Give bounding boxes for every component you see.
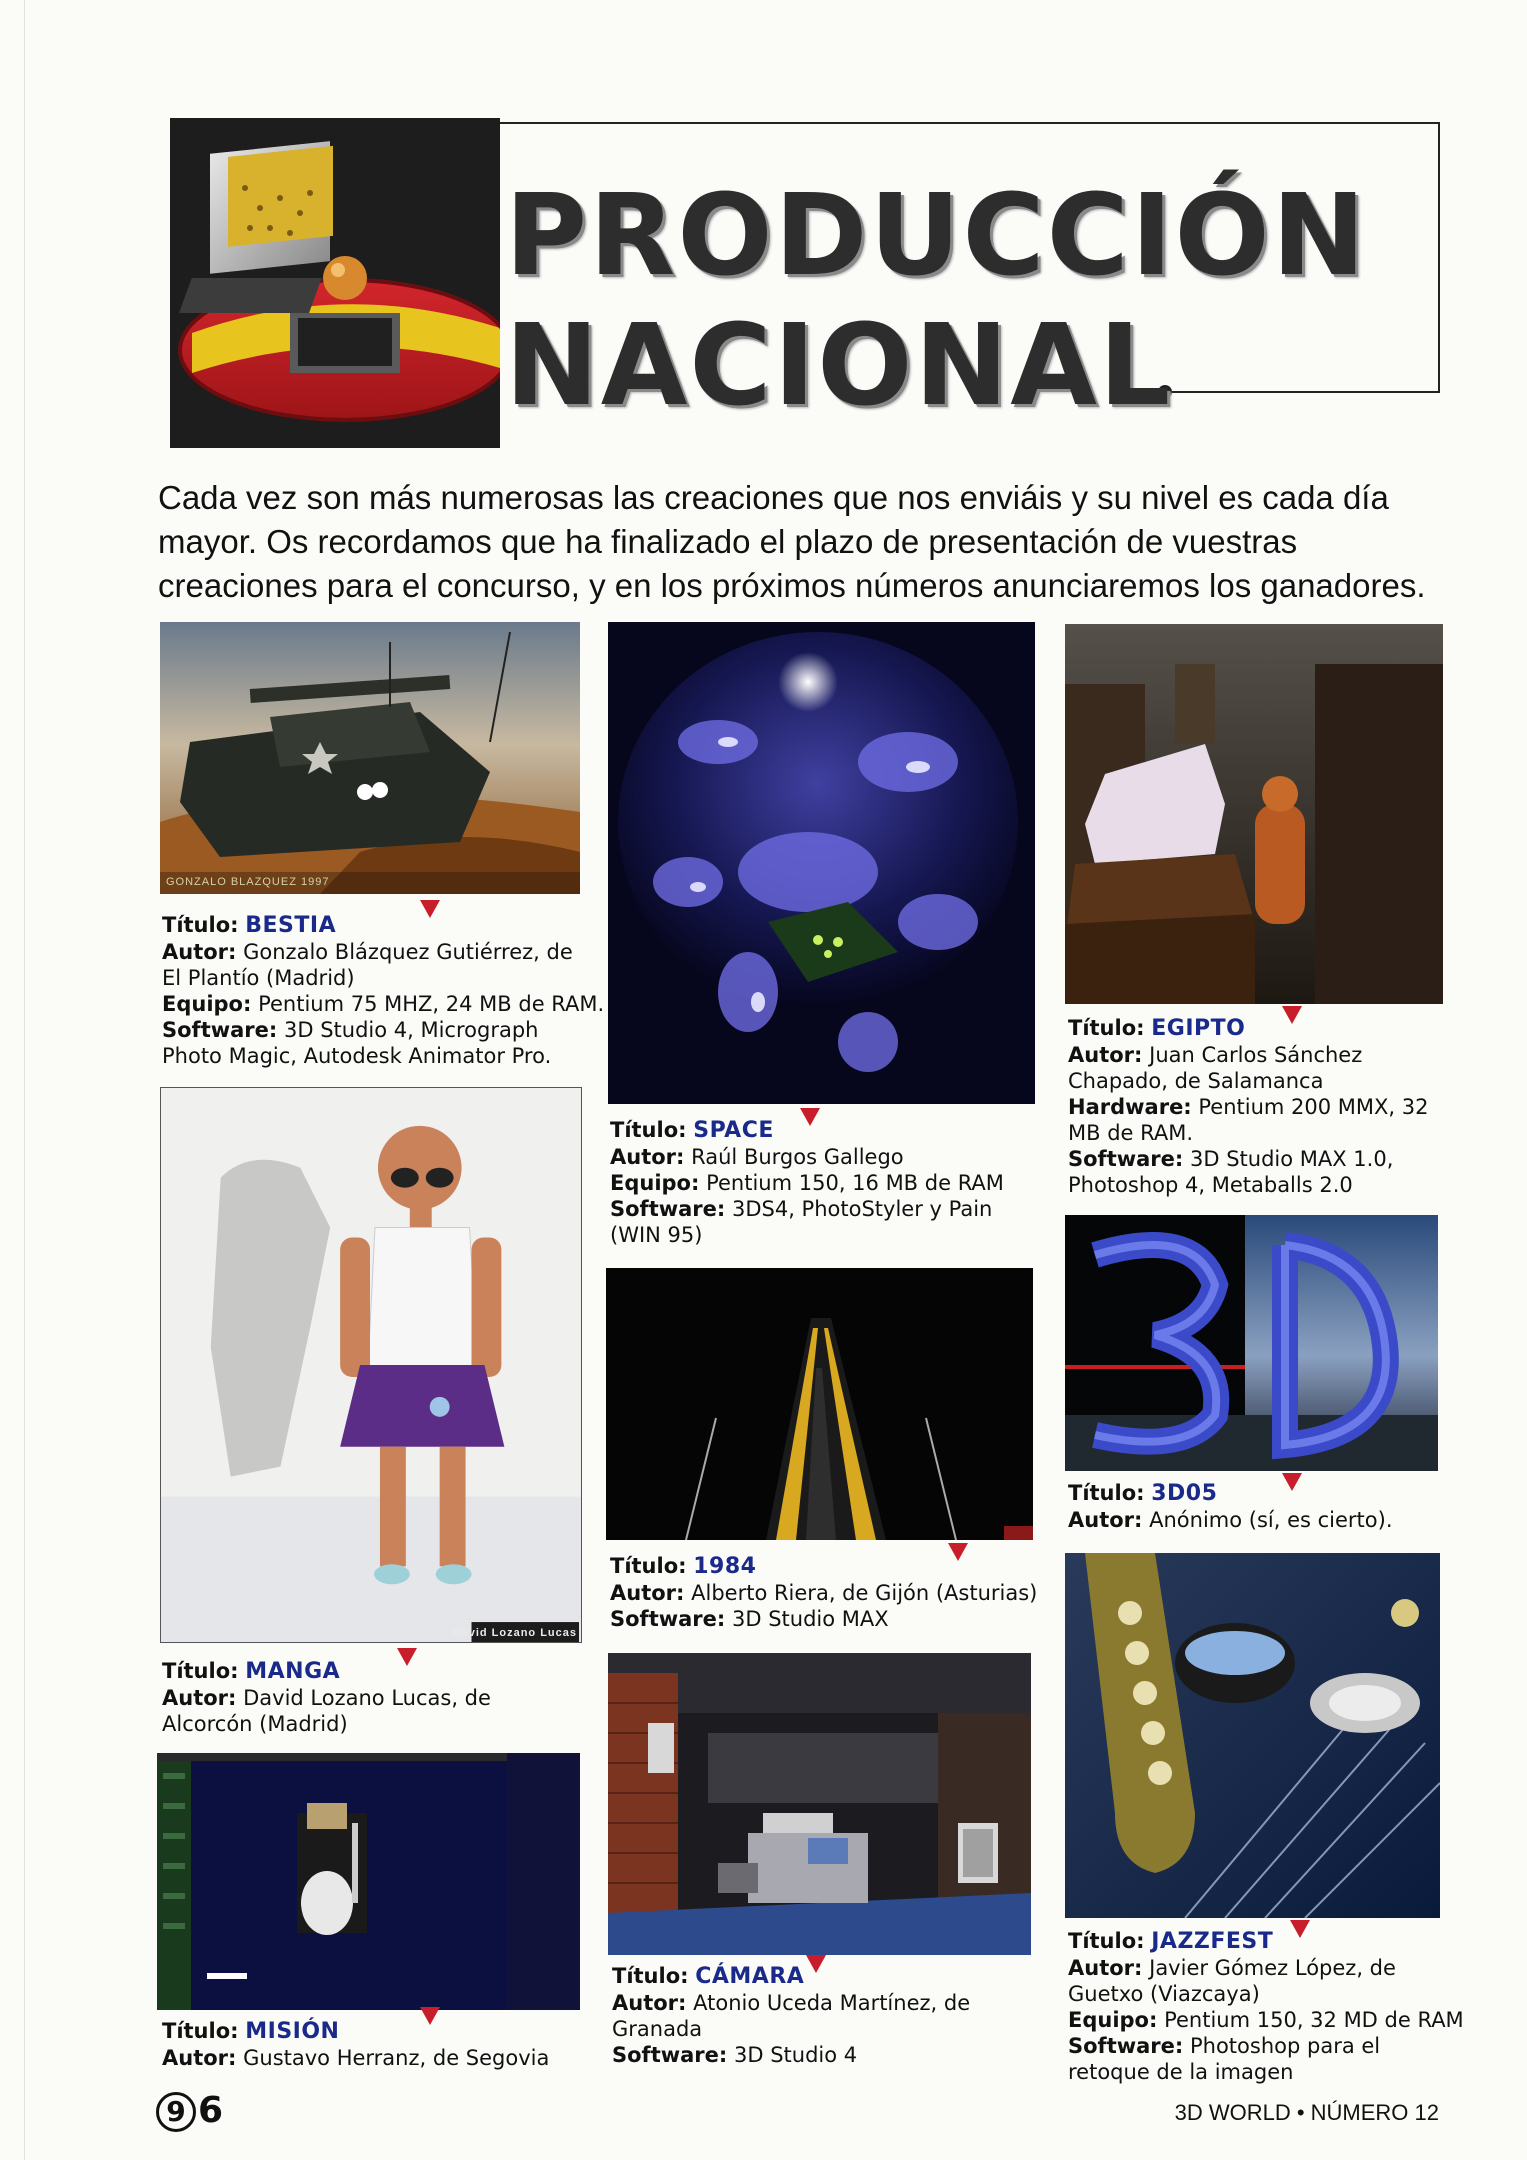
bestia-title: BESTIA bbox=[245, 913, 337, 938]
space-equipment: Pentium 150, 16 MB de RAM bbox=[706, 1171, 1004, 1195]
label: Autor: bbox=[162, 2046, 237, 2070]
bestia-equipment: Pentium 75 MHZ, 24 MB de RAM. bbox=[258, 992, 605, 1016]
intro-paragraph: Cada vez son más numerosas las creaciones que nos enviáis y su nivel es cada día mayor. Os recordamos que ha finalizado el plazo de presentación de vuestras creaciones para el concurso, y en los próximos números anunciaremos los ganadores. bbox=[158, 479, 1426, 604]
label: Autor: bbox=[1068, 1956, 1143, 1980]
label: Equipo: bbox=[162, 992, 252, 1016]
label: Software: bbox=[1068, 2034, 1184, 2058]
e1984-title: 1984 bbox=[693, 1554, 757, 1579]
bestia-author: Gonzalo Blázquez Gutiérrez, de El Plantío (Madrid) bbox=[162, 940, 573, 990]
label: Software: bbox=[1068, 1147, 1184, 1171]
e1984-author: Alberto Riera, de Gijón (Asturias) bbox=[691, 1581, 1038, 1605]
egipto-caption bbox=[1068, 1015, 1448, 1198]
label: Título: bbox=[162, 1659, 239, 1683]
bestia-credit: GONZALO BLAZQUEZ 1997 bbox=[166, 876, 330, 888]
camara-caption bbox=[612, 1963, 1042, 2068]
label: Título: bbox=[162, 2019, 239, 2043]
page-margin-line bbox=[24, 0, 25, 2160]
header-bullet-line bbox=[1170, 391, 1440, 393]
label: Autor: bbox=[162, 1686, 237, 1710]
mision-image bbox=[157, 1753, 580, 2010]
egipto-image bbox=[1065, 624, 1443, 1004]
egipto-title: EGIPTO bbox=[1151, 1016, 1246, 1041]
e1984-software: 3D Studio MAX bbox=[731, 1607, 889, 1631]
e3d05-author: Anónimo (sí, es cierto). bbox=[1149, 1508, 1393, 1532]
header-monitor-illustration bbox=[170, 118, 500, 448]
page-number-digit: 6 bbox=[198, 2090, 224, 2131]
label: Autor: bbox=[610, 1581, 685, 1605]
space-author: Raúl Burgos Gallego bbox=[691, 1145, 904, 1169]
page-number bbox=[156, 2090, 223, 2132]
egipto-author: Juan Carlos Sánchez Chapado, de Salamanca bbox=[1068, 1043, 1363, 1093]
e3d05-image bbox=[1065, 1215, 1438, 1471]
label: Equipo: bbox=[1068, 2008, 1158, 2032]
label: Autor: bbox=[162, 940, 237, 964]
label: Software: bbox=[162, 1018, 278, 1042]
label: Autor: bbox=[610, 1145, 685, 1169]
jazzfest-title: JAZZFEST bbox=[1151, 1929, 1274, 1954]
mision-caption bbox=[162, 2018, 582, 2071]
label: Título: bbox=[1068, 1016, 1145, 1040]
label: Título: bbox=[610, 1118, 687, 1142]
space-image bbox=[608, 622, 1035, 1104]
header-title-line2: NACIONAL bbox=[505, 301, 1173, 431]
camara-author: Atonio Uceda Martínez, de Granada bbox=[612, 1991, 971, 2041]
e3d05-title: 3D05 bbox=[1151, 1481, 1218, 1506]
label: Título: bbox=[162, 913, 239, 937]
header-frame-right bbox=[1438, 122, 1440, 393]
jazzfest-author: Javier Gómez López, de Guetxo (Viazcaya) bbox=[1068, 1956, 1396, 2006]
space-title: SPACE bbox=[693, 1118, 774, 1143]
bestia-image bbox=[160, 622, 580, 894]
manga-author: David Lozano Lucas, de Alcorcón (Madrid) bbox=[162, 1686, 491, 1736]
manga-title: MANGA bbox=[245, 1659, 341, 1684]
jazzfest-image bbox=[1065, 1553, 1440, 1918]
camara-image bbox=[608, 1653, 1031, 1955]
page-number-digit-circled: 9 bbox=[156, 2092, 196, 2132]
label: Hardware: bbox=[1068, 1095, 1192, 1119]
label: Autor: bbox=[1068, 1508, 1143, 1532]
bestia-caption bbox=[162, 912, 605, 1069]
mision-author: Gustavo Herranz, de Segovia bbox=[243, 2046, 550, 2070]
label: Autor: bbox=[612, 1991, 687, 2015]
label: Software: bbox=[610, 1607, 726, 1631]
header-title-line1: PRODUCCIÓN bbox=[505, 171, 1368, 301]
e1984-image bbox=[606, 1268, 1033, 1540]
header-frame-top bbox=[490, 122, 1440, 124]
jazzfest-equipment: Pentium 150, 32 MD de RAM bbox=[1164, 2008, 1464, 2032]
label: Título: bbox=[1068, 1481, 1145, 1505]
label: Título: bbox=[610, 1554, 687, 1578]
label: Título: bbox=[612, 1964, 689, 1988]
egipto-software: 3D Studio MAX 1.0, Photoshop 4, Metaballs 2.0 bbox=[1068, 1147, 1394, 1197]
manga-credit: David Lozano Lucas bbox=[452, 1627, 577, 1639]
mision-title: MISIÓN bbox=[245, 2019, 340, 2044]
e1984-caption bbox=[610, 1553, 1040, 1632]
manga-image bbox=[160, 1087, 582, 1643]
egipto-hardware: Pentium 200 MMX, 32 MB de RAM. bbox=[1068, 1095, 1429, 1145]
manga-caption bbox=[162, 1658, 582, 1737]
label: Autor: bbox=[1068, 1043, 1143, 1067]
camara-software: 3D Studio 4 bbox=[733, 2043, 858, 2067]
bestia-software: 3D Studio 4, Micrograph Photo Magic, Autodesk Animator Pro. bbox=[162, 1018, 552, 1068]
space-caption bbox=[610, 1117, 1040, 1248]
jazzfest-caption bbox=[1068, 1928, 1464, 2085]
space-software: 3DS4, PhotoStyler y Pain (WIN 95) bbox=[610, 1197, 993, 1247]
e3d05-caption bbox=[1068, 1480, 1448, 1533]
label: Software: bbox=[612, 2043, 728, 2067]
jazzfest-software: Photoshop para el retoque de la imagen bbox=[1068, 2034, 1381, 2084]
camara-title: CÁMARA bbox=[695, 1964, 805, 1989]
label: Título: bbox=[1068, 1929, 1145, 1953]
label: Software: bbox=[610, 1197, 726, 1221]
label: Equipo: bbox=[610, 1171, 700, 1195]
magazine-footer: 3D WORLD • NÚMERO 12 bbox=[1174, 2100, 1439, 2125]
